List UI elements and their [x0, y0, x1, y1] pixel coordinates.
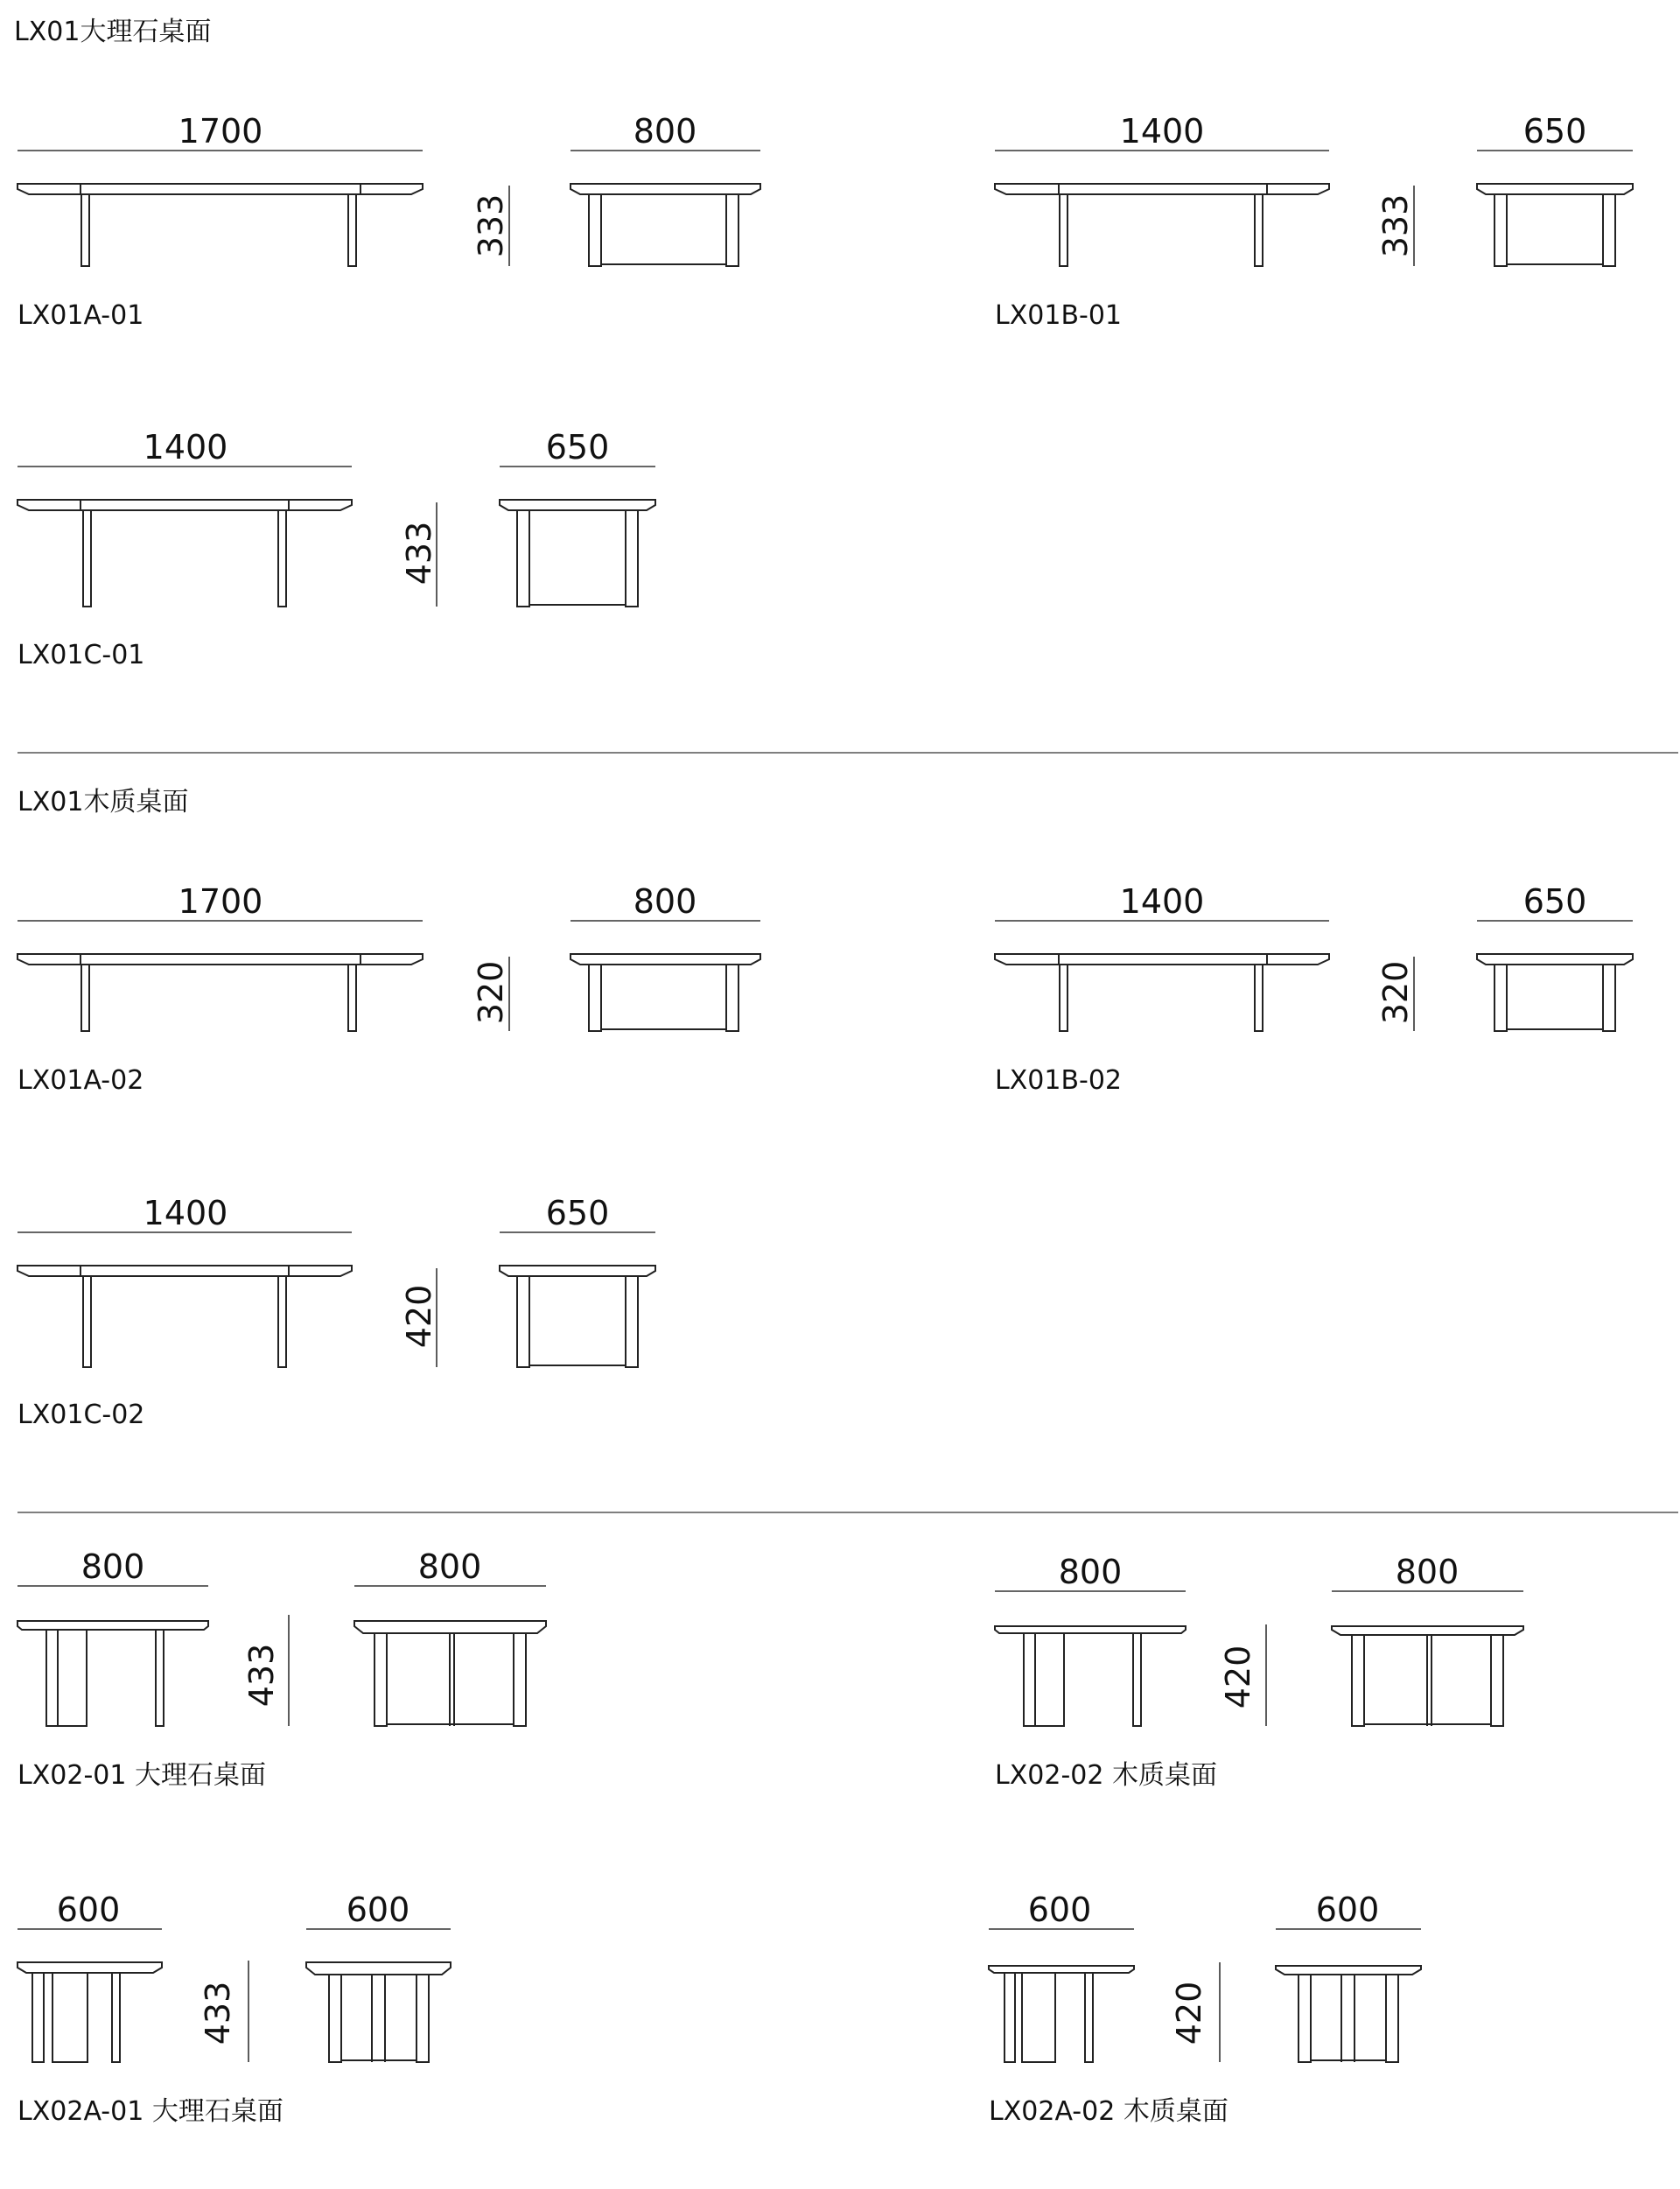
end-view: [354, 1621, 546, 1726]
length-dimension: 1400: [143, 428, 228, 467]
side-view: [18, 1266, 352, 1367]
spec-block-lx02a-02: [989, 1891, 1421, 2127]
end-view: [500, 500, 655, 607]
spec-block-lx01b-02: [995, 882, 1633, 1096]
height-dimension: 320: [472, 960, 510, 1025]
model-code: LX01B-02: [995, 1065, 1123, 1096]
width-dimension: 600: [346, 1891, 410, 1929]
height-dimension: 433: [400, 521, 438, 586]
width-dimension: 600: [1315, 1891, 1380, 1929]
end-view: [1276, 1966, 1421, 2062]
section-title-marble: LX01大理石桌面: [14, 17, 212, 47]
spec-block-lx02a-01: [18, 1891, 451, 2127]
width-dimension: 650: [1522, 112, 1587, 151]
spec-block-lx01a-01: [18, 112, 760, 331]
model-code: LX01A-01: [18, 300, 144, 331]
end-view: [570, 954, 760, 1031]
end-view: [1477, 184, 1633, 266]
height-dimension: 420: [1219, 1645, 1257, 1709]
height-dimension: 433: [242, 1643, 281, 1708]
side-view: [995, 1626, 1186, 1726]
end-view: [1332, 1626, 1523, 1726]
length-dimension: 1400: [1119, 882, 1205, 921]
width-dimension: 650: [1522, 882, 1587, 921]
height-dimension: 420: [1170, 1981, 1208, 2045]
width-dimension: 800: [633, 112, 697, 151]
side-view: [18, 184, 423, 266]
spec-block-lx02-02: [995, 1553, 1523, 1791]
section-title-wood: LX01木质桌面: [18, 787, 189, 817]
end-view: [570, 184, 760, 266]
side-view: [989, 1966, 1134, 2062]
width-dimension: 650: [545, 428, 610, 467]
model-code: LX01A-02: [18, 1065, 144, 1096]
spec-block-lx01b-01: [995, 112, 1633, 331]
end-view: [500, 1266, 655, 1367]
width-dimension: 650: [545, 1194, 610, 1232]
side-view: [18, 500, 352, 607]
length-dimension: 600: [1027, 1891, 1092, 1929]
model-code: LX02A-01 大理石桌面: [18, 2096, 284, 2127]
length-dimension: 1400: [1119, 112, 1205, 151]
height-dimension: 320: [1376, 960, 1415, 1025]
spec-block-lx02-01: [18, 1547, 546, 1791]
length-dimension: 800: [80, 1547, 145, 1586]
height-dimension: 333: [472, 193, 510, 258]
side-view: [18, 1621, 208, 1726]
model-code: LX01B-01: [995, 300, 1123, 331]
side-view: [18, 1962, 162, 2062]
model-code: LX01C-01: [18, 640, 145, 670]
height-dimension: 433: [199, 1981, 237, 2045]
model-code: LX02-01 大理石桌面: [18, 1760, 266, 1791]
height-dimension: 420: [400, 1284, 438, 1349]
model-code: LX02A-02 木质桌面: [989, 2096, 1228, 2127]
length-dimension: 800: [1058, 1553, 1123, 1591]
side-view: [18, 954, 423, 1031]
end-view: [306, 1962, 451, 2062]
width-dimension: 800: [1395, 1553, 1460, 1591]
end-view: [1477, 954, 1633, 1031]
width-dimension: 800: [633, 882, 697, 921]
model-code: LX01C-02: [18, 1400, 145, 1430]
side-view: [995, 954, 1329, 1031]
spec-block-lx01c-02: [18, 1194, 655, 1430]
spec-block-lx01a-02: [18, 882, 760, 1096]
model-code: LX02-02 木质桌面: [995, 1760, 1217, 1791]
spec-block-lx01c-01: [18, 428, 655, 670]
length-dimension: 600: [56, 1891, 121, 1929]
height-dimension: 333: [1376, 193, 1415, 258]
side-view: [995, 184, 1329, 266]
length-dimension: 1400: [143, 1194, 228, 1232]
length-dimension: 1700: [178, 112, 263, 151]
length-dimension: 1700: [178, 882, 263, 921]
width-dimension: 800: [417, 1547, 482, 1586]
